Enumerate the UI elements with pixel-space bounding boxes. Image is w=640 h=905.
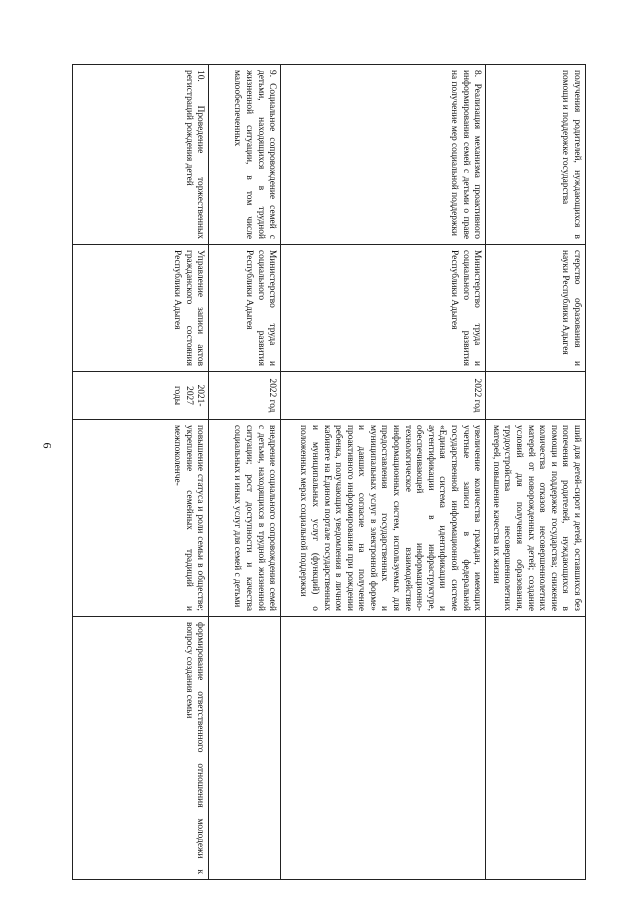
table-cell-deadline: 2021-2027 годы (73, 372, 209, 420)
table-cell-result: увеличение количества граждан, имеющих учетные записи в федеральной государственной информационной системе «Единая система идентификации и аутентификации в инфраструктуре, обеспечивающей информационно-технологическое взаимодействие информационных систем, используемых для предоставления государственных и муниципальных услуг в электронной форме» и давших согласие на получение проактивного информирования при рождении ребенка, получающих уведомления в личном кабинете на Едином портале государственных и муниципальных услуг (функций) о положенных мерах социальной поддержки (281, 420, 486, 617)
table-cell-result: внедрение социального сопровождения семей с детьми, находящихся в трудной жизненной ситуации; рост доступности и качества социальных и иных услуг для семей с детьми (209, 420, 281, 617)
table-cell-executor: Министерство труда и социального развития Республики Адыгея (209, 245, 281, 372)
table-cell-result: ший для детей-сирот и детей, оставшихся без попечения родителей, нуждающихся в помощи и поддержке государства; снижение количества отказов несовершеннолетних матерей от новорожденных детей; создание условий для получения образования, трудоустройства несовершеннолетних матерей, повышение качества их жизни (486, 420, 586, 617)
table-cell-goal: формирование ответственного отношения молодежи к вопросу создания семьи (73, 617, 209, 880)
table-cell-goal (486, 617, 586, 880)
table-row (73, 65, 209, 880)
table-cell-measure: 9. Социальное сопровождение семей с детьми, находящихся в трудной жизненной ситуации, в том числе малообеспеченных (209, 65, 281, 245)
table-cell-deadline (486, 372, 586, 420)
table-cell-deadline: 2022 год (209, 372, 281, 420)
table-cell-executor: Управление записи актов гражданского состояния Республики Адыгея (73, 245, 209, 372)
table-cell-measure: получения родителей, нуждающихся в помощи и поддержке государства (486, 65, 586, 245)
table-cell-goal (209, 617, 281, 880)
table-row (209, 65, 281, 880)
table-cell-measure: 10. Проведение торжественных регистраций рождения детей (73, 65, 209, 245)
table-row (281, 65, 486, 880)
table-cell-executor: Министерство труда и социального развития Республики Адыгея (281, 245, 486, 372)
table-cell-executor: стерство образования и науки Республики Адыгея (486, 245, 586, 372)
table-cell-deadline: 2022 год (281, 372, 486, 420)
page-number: 6 (40, 442, 55, 449)
rotated-table-container (88, 64, 586, 879)
measures-table (72, 64, 586, 880)
table-row (486, 65, 586, 880)
table-cell-result: повышение статуса и роли семьи в обществе; укрепление семейных традиций и межпоколенче- (73, 420, 209, 617)
table-cell-goal (281, 617, 486, 880)
table-cell-measure: 8. Реализация механизма проактивного информирования семей с детьми о праве на получение мер социальной поддержки (281, 65, 486, 245)
